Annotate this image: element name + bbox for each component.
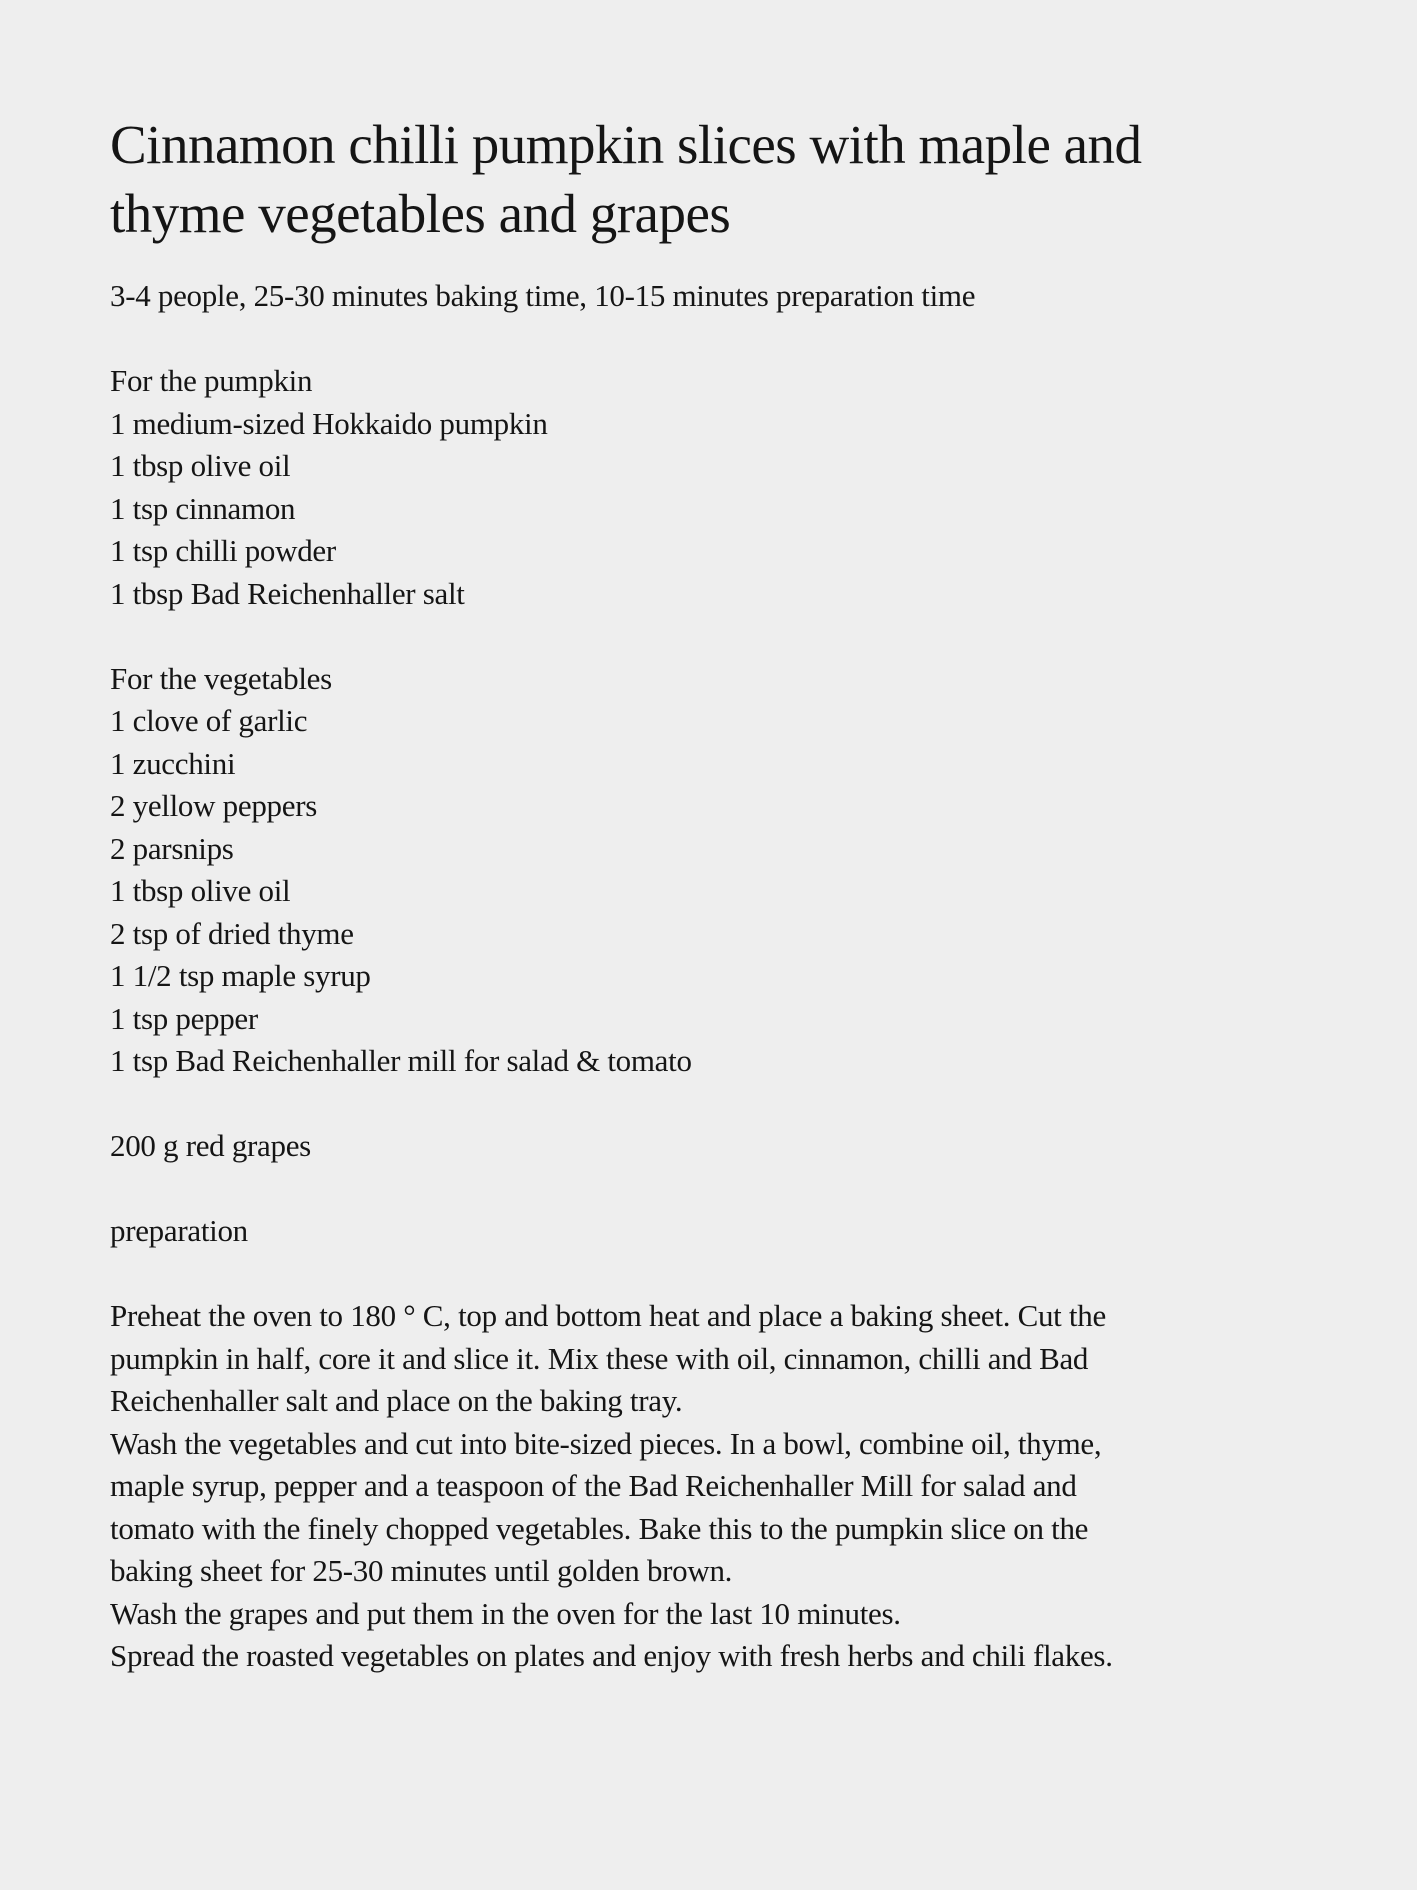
text-line: 2 yellow peppers <box>110 788 317 823</box>
text-line: 1 clove of garlic <box>110 703 308 738</box>
text-line: 2 parsnips <box>110 830 234 866</box>
grapes-ingredient: 200 g red grapes <box>110 1128 311 1163</box>
text-line: 1 1/2 tsp maple syrup <box>110 958 371 993</box>
text-line: 1 tsp chilli powder <box>110 533 336 568</box>
preparation-text <box>110 1295 1113 1678</box>
text-line: 1 tsp pepper <box>110 1000 258 1036</box>
recipe-title <box>110 110 1142 248</box>
text-line: maple syrup, pepper and a teaspoon of the Bad Reichenhaller Mill for salad and <box>110 1468 1077 1503</box>
vegetables-heading: For the vegetables <box>110 660 332 696</box>
preparation-heading: preparation <box>110 1213 248 1248</box>
text-line: baking sheet for 25-30 minutes until golden brown. <box>110 1553 733 1588</box>
text-line: tomato with the finely chopped vegetables. Bake this to the pumpkin slice on the <box>110 1510 1089 1546</box>
pumpkin-ingredients <box>110 403 1113 616</box>
text-line: pumpkin in half, core it and slice it. Mix these with oil, cinnamon, chilli and Bad <box>110 1340 1089 1376</box>
text-line: 1 medium-sized Hokkaido pumpkin <box>110 405 548 441</box>
text-line: 1 tbsp olive oil <box>110 448 291 483</box>
text-line: 1 tbsp olive oil <box>110 873 291 908</box>
text-line: 1 tbsp Bad Reichenhaller salt <box>110 575 465 611</box>
text-line: Wash the grapes and put them in the oven for the last 10 minutes. <box>110 1595 901 1631</box>
title-line: thyme vegetables and grapes <box>110 183 731 244</box>
text-line: Wash the vegetables and cut into bite-sized pieces. In a bowl, combine oil, thyme, <box>110 1425 1102 1461</box>
text-line: 1 tsp Bad Reichenhaller mill for salad & tomato <box>110 1043 692 1078</box>
text-line: 1 tsp cinnamon <box>110 490 296 526</box>
text-line: Preheat the oven to 180 ° C, top and bottom heat and place a baking sheet. Cut the <box>110 1298 1106 1333</box>
text-line: 1 zucchini <box>110 745 236 781</box>
recipe-body <box>110 275 1113 1678</box>
pumpkin-heading: For the pumpkin <box>110 363 313 398</box>
text-line: Reichenhaller salt and place on the baking tray. <box>110 1383 683 1418</box>
recipe-subtitle: 3-4 people, 25-30 minutes baking time, 10-15 minutes preparation time <box>110 278 976 313</box>
vegetable-ingredients <box>110 700 1113 1083</box>
title-line: Cinnamon chilli pumpkin slices with maple and <box>110 114 1142 175</box>
text-line: Spread the roasted vegetables on plates and enjoy with fresh herbs and chili flakes. <box>110 1638 1113 1673</box>
text-line: 2 tsp of dried thyme <box>110 915 354 951</box>
